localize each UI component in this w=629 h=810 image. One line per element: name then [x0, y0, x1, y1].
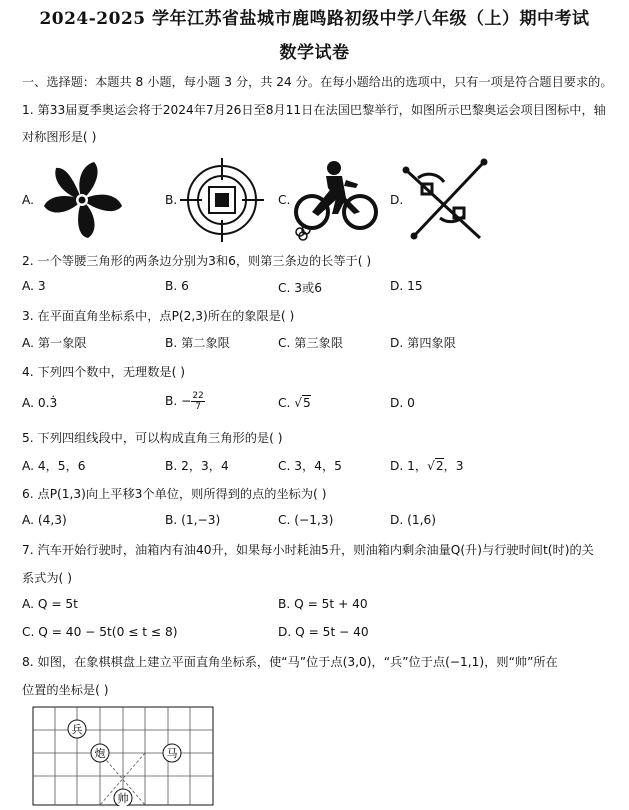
- exam-title: 2024-2025 学年江苏省盐城市鹿鸣路初级中学八年级（上）期中考试: [39, 9, 590, 29]
- q7-option-c: C. Q = 40 − 5t(0 ≤ t ≤ 8): [22, 625, 178, 639]
- q3-option-c: C. 第三象限: [278, 336, 344, 350]
- q3-option-d: D. 第四象限: [390, 336, 456, 350]
- q1-option-d-label: D.: [390, 193, 404, 207]
- q2-stem: 2. 一个等腰三角形的两条边分别为3和6，则第三条边的长等于( ): [22, 254, 372, 268]
- q8-stem-line1: 8. 如图，在象棋棋盘上建立平面直角坐标系，使“马”位于点(3,0)，“兵”位于点(−1,1)，则“帅”所在: [22, 655, 558, 669]
- q4-option-c: C. √5: [278, 396, 311, 410]
- q4-option-d: D. 0: [390, 396, 415, 410]
- piece-shuai: 帅: [117, 792, 129, 805]
- q5-stem: 5. 下列四组线段中，可以构成直角三角形的是( ): [22, 431, 283, 445]
- q4-option-b: B. − $\frac{22}{7}$: [165, 391, 204, 412]
- fraction: $\frac{22}{7}$: [192, 391, 204, 412]
- q8-stem-line2: 位置的坐标是( ): [22, 683, 109, 697]
- section-heading: 一、选择题：本题共 8 小题，每小题 3 分，共 24 分。在每小题给出的选项中，只有一项是符合题目要求的。: [22, 75, 613, 89]
- exam-subtitle: 数学试卷: [279, 43, 350, 63]
- q5-option-b: B. 2，3，4: [165, 459, 229, 473]
- q7-option-b: B. Q = 5t + 40: [278, 597, 368, 611]
- q4-stem: 4. 下列四个数中，无理数是( ): [22, 365, 185, 379]
- q2-option-c: C. 3或6: [278, 281, 322, 295]
- q6-stem: 6. 点P(1,3)向上平移3个单位，则所得到的点的坐标为( ): [22, 487, 327, 501]
- q1-stem-line2: 对称图形是( ): [22, 130, 97, 144]
- q1-option-a-label: A.: [22, 193, 34, 207]
- piece-bing: 兵: [71, 723, 83, 736]
- piece-pao: 炮: [94, 747, 106, 760]
- q6-option-d: D. (1,6): [390, 513, 437, 527]
- q2-option-b: B. 6: [165, 279, 189, 293]
- piece-ma: 马: [166, 747, 178, 760]
- q7-option-d: D. Q = 5t − 40: [278, 625, 369, 639]
- q7-stem-line2: 系式为( ): [22, 571, 72, 585]
- pinwheel-icon: [36, 158, 128, 242]
- q3-option-b: B. 第二象限: [165, 336, 230, 350]
- chess-board-figure: [32, 706, 214, 806]
- cyclist-icon: [290, 158, 382, 242]
- q2-option-a: A. 3: [22, 279, 46, 293]
- q7-option-a: A. Q = 5t: [22, 597, 78, 611]
- q7-stem-line1: 7. 汽车开始行驶时，油箱内有油40升，如果每小时耗油5升，则油箱内剩余油量Q(升)与行驶时间t(时)的关: [22, 543, 594, 557]
- q1-stem-line1: 1. 第33届夏季奥运会将于2024年7月26日至8月11日在法国巴黎举行，如图所示巴黎奥运会项目图标中，轴: [22, 103, 606, 117]
- q5-option-c: C. 3，4，5: [278, 459, 342, 473]
- target-icon: [176, 158, 268, 242]
- q1-option-c-label: C.: [278, 193, 291, 207]
- q3-option-a: A. 第一象限: [22, 336, 87, 350]
- q6-option-a: A. (4,3): [22, 513, 67, 527]
- q2-option-d: D. 15: [390, 279, 423, 293]
- q5-option-a: A. 4，5，6: [22, 459, 86, 473]
- q4-option-a: A. 0.3̇: [22, 396, 58, 410]
- q6-option-c: C. (−1,3): [278, 513, 334, 527]
- q3-stem: 3. 在平面直角坐标系中，点P(2,3)所在的象限是( ): [22, 309, 295, 323]
- q1-option-b-label: B.: [165, 193, 178, 207]
- crossed-sticks-icon: [400, 158, 492, 242]
- q6-option-b: B. (1,−3): [165, 513, 221, 527]
- q5-option-d: D. 1，√2，3: [390, 459, 464, 473]
